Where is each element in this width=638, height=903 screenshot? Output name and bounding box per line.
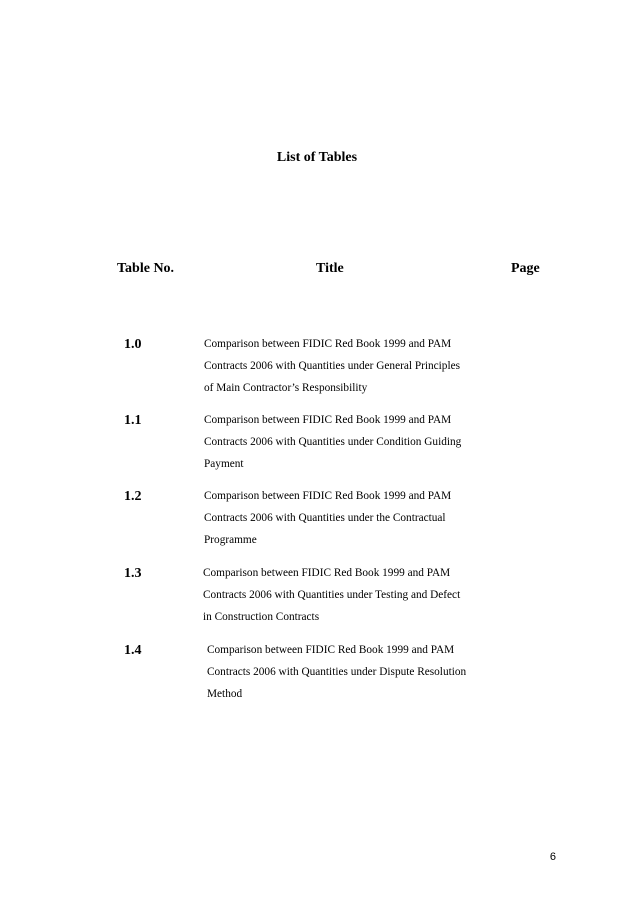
column-header-table-no: Table No. [117,261,175,276]
table-number: 1.1 [124,413,142,428]
table-title: Comparison between FIDIC Red Book 1999 and PAM Contracts 2006 with Quantities under the Contractual Programme [204,490,452,546]
table-number: 1.0 [124,337,142,352]
column-header-page: Page [511,261,540,276]
table-number: 1.4 [124,643,142,658]
table-title: Comparison between FIDIC Red Book 1999 and PAM Contracts 2006 with Quantities under Testing and Defect in Construction Contracts [203,567,461,623]
table-title: Comparison between FIDIC Red Book 1999 and PAM Contracts 2006 with Quantities under General Principles of Main Contractor’s Responsibility [204,338,461,394]
page-title: List of Tables [276,150,358,165]
table-number: 1.3 [124,566,142,581]
table-title: Comparison between FIDIC Red Book 1999 and PAM Contracts 2006 with Quantities under Condition Guiding Payment [204,414,462,470]
column-header-title: Title [316,261,344,276]
table-number: 1.2 [124,489,142,504]
table-title: Comparison between FIDIC Red Book 1999 and PAM Contracts 2006 with Quantities under Dispute Resolution Method [207,644,467,700]
page-number: 6 [549,851,556,863]
